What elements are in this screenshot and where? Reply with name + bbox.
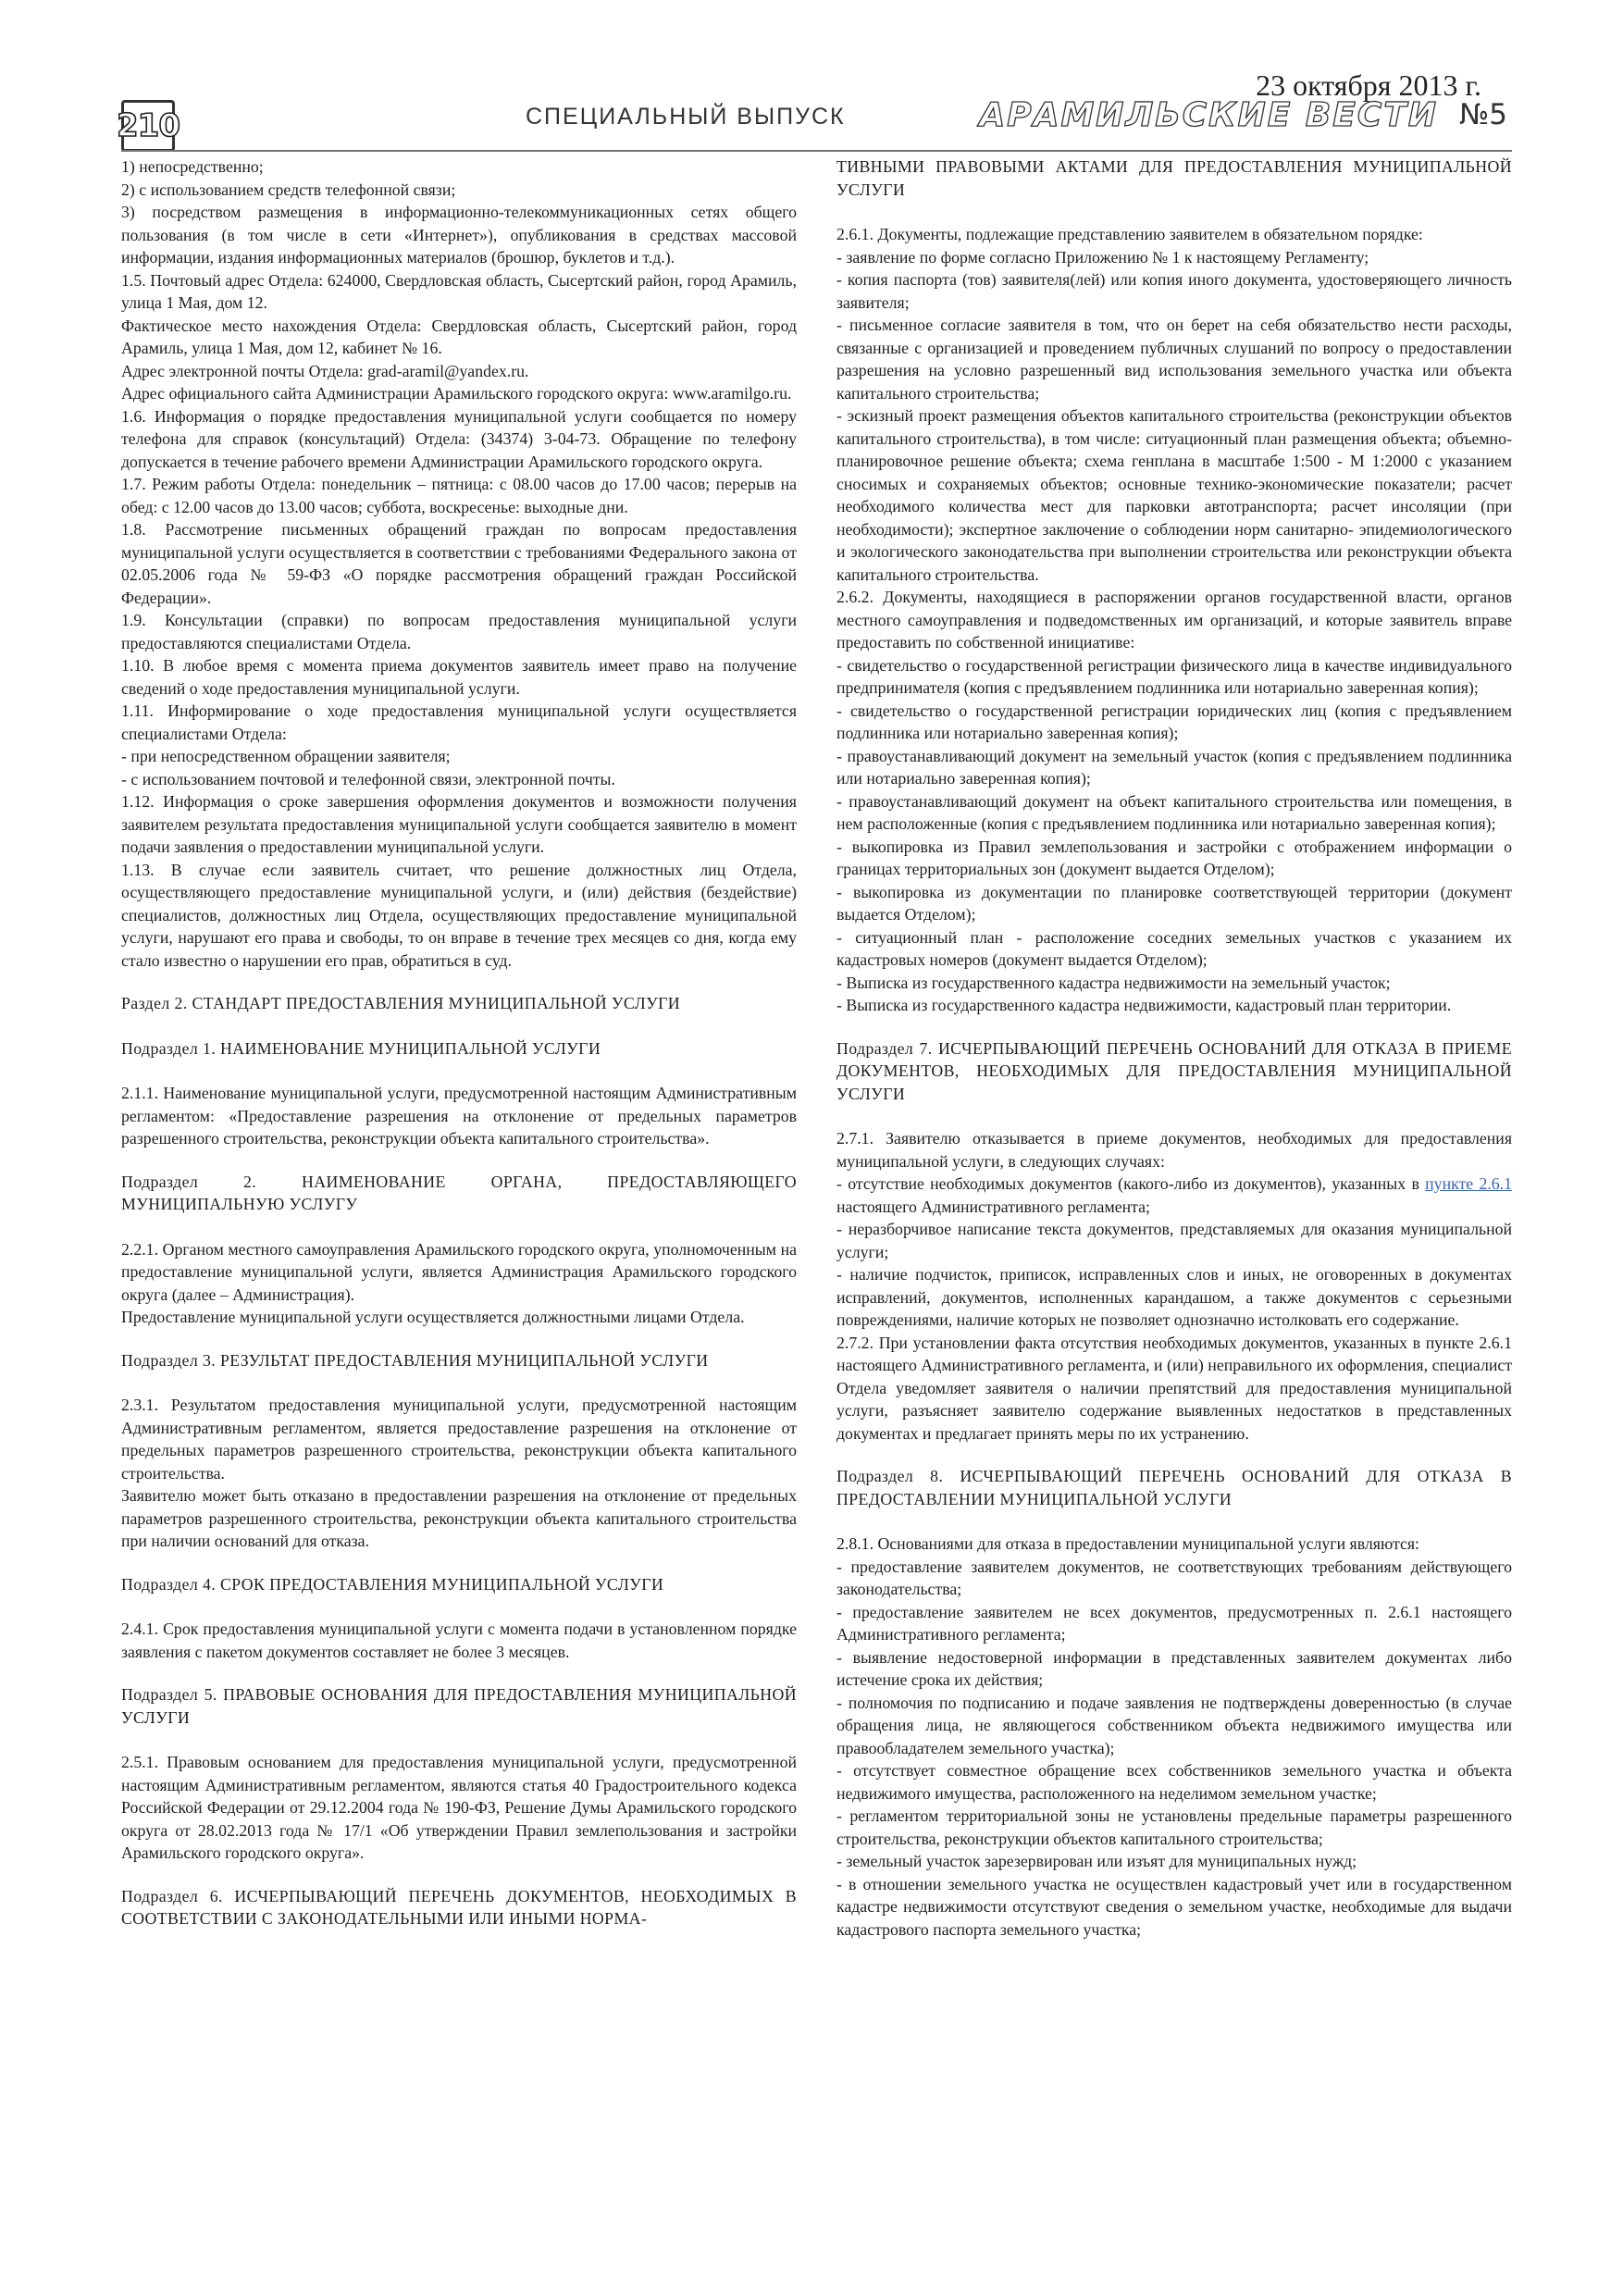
paragraph: 2.4.1. Срок предоставления муниципальной услуги с момента подачи в установленном порядке заявления с пакетом документов составляет не более 3 месяцев.	[121, 1620, 797, 1661]
paragraph: Адрес официального сайта Администрации Арамильского городского округа: www.aramilgo.ru.	[121, 384, 792, 403]
subsection-heading: Подраздел 6. ИСЧЕРПЫВАЮЩИЙ ПЕРЕЧЕНЬ ДОКУМЕНТОВ, НЕОБХОДИМЫХ В СООТВЕТСТВИИ С ЗАКОНОДАТЕЛЬНЫМИ ИЛИ ИНЫМИ НОРМА-	[121, 1886, 797, 1928]
paragraph: - письменное согласие заявителя в том, что он берет на себя обязательство нести расходы, связанные с организацией и проведением публичных слушаний по вопросу о предоставлении разрешения на условно разрешенный вид использования земельного участка или объекта капитального строительства;	[836, 316, 1512, 403]
paragraph: 2) с использованием средств телефонной связи;	[121, 180, 456, 199]
paragraph: - Выписка из государственного кадастра недвижимости на земельный участок;	[836, 973, 1391, 992]
paragraph: Предоставление муниципальной услуги осуществляется должностными лицами Отдела.	[121, 1308, 745, 1326]
right-column	[836, 155, 1512, 1941]
paragraph: 2.1.1. Наименование муниципальной услуги, предусмотренной настоящим Административным регламентом: «Предоставление разрешения на отклонение от предельных параметров разрешенного строительства, реконструкции объекта капитального строительства».	[121, 1084, 797, 1148]
subsection-heading: Подраздел 4. СРОК ПРЕДОСТАВЛЕНИЯ МУНИЦИПАЛЬНОЙ УСЛУГИ	[121, 1574, 664, 1594]
paragraph-text: - отсутствие необходимых документов (какого-либо из документов), указанных в	[836, 1174, 1426, 1193]
paragraph: - отсутствует совместное обращение всех собственников земельного участка и объекта недвижимого имущества, расположенного на неделимом земельном участке;	[836, 1761, 1512, 1803]
paragraph: - свидетельство о государственной регистрации юридических лиц (копия с предъявлением подлинника или нотариально заверенная копия);	[836, 701, 1512, 742]
paragraph: 2.6.2. Документы, находящиеся в распоряжении органов государственной власти, органов местного самоуправления и подведомственных им организаций, и которые заявитель вправе предоставить по собственной инициативе:	[836, 588, 1512, 652]
paragraph: - земельный участок зарезервирован или изъят для муниципальных нужд;	[836, 1852, 1357, 1870]
paragraph: - наличие подчисток, приписок, исправленных слов и иных, не оговоренных в документах исправлений, документов, исполненных карандашом, а также документов с серьезными повреждениями, наличие которых не позволяет однозначно истолковать его содержание.	[836, 1265, 1512, 1329]
paragraph: - неразборчивое написание текста документов, представляемых для оказания муниципальной услуги;	[836, 1220, 1512, 1261]
paragraph: - при непосредственном обращении заявителя;	[121, 747, 451, 765]
paragraph: - правоустанавливающий документ на объект капитального строительства или помещения, в нем расположенные (копия с предъявлением подлинника или нотариально заверенная копия);	[836, 791, 1512, 833]
paragraph: 2.3.1. Результатом предоставления муниципальной услуги, предусмотренной настоящим Административным регламентом, является предоставление разрешения на отклонение от предельных параметров разрешенного строительства, реконструкции объекта капитального строительства.	[121, 1396, 797, 1483]
paragraph: 1.5. Почтовый адрес Отдела: 624000, Свердловская область, Сысертский район, город Арамиль, улица 1 Мая, дом 12.	[121, 270, 797, 312]
subsection-heading: Подраздел 3. РЕЗУЛЬТАТ ПРЕДОСТАВЛЕНИЯ МУНИЦИПАЛЬНОЙ УСЛУГИ	[121, 1350, 709, 1370]
paragraph: - регламентом территориальной зоны не установлены предельные параметры разрешенного строительства, реконструкции объектов капитального строительства;	[836, 1806, 1512, 1848]
clause-link[interactable]: пункте 2.6.1	[1425, 1174, 1513, 1193]
paragraph: 2.7.1. Заявителю отказывается в приеме документов, необходимых для предоставления муниципальной услуги, в следующих случаях:	[836, 1129, 1512, 1171]
subsection-heading: Подраздел 8. ИСЧЕРПЫВАЮЩИЙ ПЕРЕЧЕНЬ ОСНОВАНИЙ ДЛЯ ОТКАЗА В ПРЕДОСТАВЛЕНИИ МУНИЦИПАЛЬНОЙ УСЛУГИ	[836, 1467, 1512, 1508]
paragraph: - выявление недостоверной информации в представленных заявителем документах либо истечение срока их действия;	[836, 1647, 1512, 1689]
subsection-heading: Подраздел 7. ИСЧЕРПЫВАЮЩИЙ ПЕРЕЧЕНЬ ОСНОВАНИЙ ДЛЯ ОТКАЗА В ПРИЕМЕ ДОКУМЕНТОВ, НЕОБХОДИМЫХ ДЛЯ ПРЕДОСТАВЛЕНИЯ МУНИЦИПАЛЬНОЙ УСЛУГИ	[836, 1038, 1512, 1103]
page-header	[0, 0, 1623, 157]
paragraph: - выкопировка из документации по планировке соответствующей территории (документ выдается Отделом);	[836, 882, 1512, 924]
paragraph: - предоставление заявителем не всех документов, предусмотренных п. 2.6.1 настоящего Административного регламента;	[836, 1602, 1512, 1644]
paragraph: 1.11. Информирование о ходе предоставления муниципальной услуги осуществляется специалистами Отдела:	[121, 701, 797, 743]
paragraph: - заявление по форме согласно Приложению № 1 к настоящему Регламенту;	[836, 247, 1369, 267]
paragraph: - с использованием почтовой и телефонной связи, электронной почты.	[121, 769, 615, 788]
paragraph: 2.6.1. Документы, подлежащие представлению заявителем в обязательном порядке:	[836, 225, 1423, 243]
paragraph: - свидетельство о государственной регистрации физического лица в качестве индивидуального предпринимателя (копия с предъявлением подлинника или нотариально заверенная копия);	[836, 655, 1512, 697]
paragraph: 1.6. Информация о порядке предоставления муниципальной услуги сообщается по номеру телефона для справок (консультаций) Отдела: (34374) 3-04-73. Обращение по телефону допускается в течение рабочего времени Администрации Арамильского городского округа.	[121, 406, 797, 471]
paragraph: 1.7. Режим работы Отдела: понедельник – пятница: с 08.00 часов до 17.00 часов; перерыв на обед: с 12.00 часов до 13.00 часов; суббота, воскресенье: выходные дни.	[121, 475, 797, 516]
paragraph: Заявителю может быть отказано в предоставлении разрешения на отклонение от предельных параметров разрешенного строительства, реконструкции объекта капитального строительства при наличии оснований для отказа.	[121, 1486, 797, 1550]
paragraph: 1.12. Информация о сроке завершения оформления документов и возможности получения заявителем результата предоставления муниципальной услуги сообщается заявителю в момент подачи заявления о предоставлении муниципальной услуги.	[121, 792, 797, 856]
paragraph: 3) посредством размещения в информационно-телекоммуникационных сетях общего пользования (в том числе в сети «Интернет»), опубликования в средствах массовой информации, издания информационных материалов (брошюр, буклетов и т.д.).	[121, 203, 797, 267]
paragraph: 2.5.1. Правовым основанием для предоставления муниципальной услуги, предусмотренной настоящим Административным регламентом, являются статья 40 Градостроительного кодекса Российской Федерации от 29.12.2004 года № 190-ФЗ, Решение Думы Арамильского городского округа от 28.02.2013 года № 17/1 «Об утверждении Правил землепользования и застройки Арамильского городского округа».	[121, 1753, 797, 1862]
paragraph: Фактическое место нахождения Отдела: Свердловская область, Сысертский район, город Арамиль, улица 1 Мая, дом 12, кабинет № 16.	[121, 316, 797, 357]
paragraph: 2.7.2. При установлении факта отсутствия необходимых документов, указанных в пункте 2.6.1 настоящего Административного регламента, и (или) неправильного их оформления, специалист Отдела уведомляет заявителя о наличии препятствий для предоставления муниципальной услуги, разъясняет заявителю содержание выявленных недостатков в представленных документах и предлагает принять меры по их устранению.	[836, 1333, 1512, 1443]
paragraph: 1.10. В любое время с момента приема документов заявитель имеет право на получение сведений о ходе предоставления муниципальной услуги.	[121, 656, 797, 698]
paragraph: - эскизный проект размещения объектов капитального строительства (реконструкции объектов капитального строительства), в том числе: ситуационный план размещения объекта; объемно-планировочное решение объекта; схема генплана в масштабе 1:500 - М 1:2000 с указанием сносимых и сохраняемых объектов; основные технико-экономические показатели; расчет необходимого количества мест для парковки автотранспорта; расчет инсоляции (при необходимости); экспертное заключение о соблюдении норм санитарно- эпидемиологического и экологического законодательства при выполнении строительства или реконструкции объекта капитального строительства.	[836, 406, 1512, 584]
paragraph: 1.13. В случае если заявитель считает, что решение должностных лиц Отдела, осуществляющего предоставление муниципальной услуги, и (или) действия (бездействие) специалистов, должностных лиц Отдела, осуществляющих предоставление муниципальной услуги, нарушают его права и свободы, то он вправе в течение трех месяцев со дня, когда ему стало известно о нарушении его прав, обратиться в суд.	[121, 860, 797, 970]
newspaper-name: АРАМИЛЬСКИЕ ВЕСТИ	[979, 96, 1438, 134]
paragraph: 2.8.1. Основаниями для отказа в предоставлении муниципальной услуги являются:	[836, 1534, 1420, 1553]
paragraph: 1) непосредственно;	[121, 157, 264, 176]
subsection-heading: Подраздел 1. НАИМЕНОВАНИЕ МУНИЦИПАЛЬНОЙ УСЛУГИ	[121, 1038, 601, 1058]
subsection-heading: Подраздел 5. ПРАВОВЫЕ ОСНОВАНИЯ ДЛЯ ПРЕДОСТАВЛЕНИЯ МУНИЦИПАЛЬНОЙ УСЛУГИ	[121, 1685, 797, 1727]
issue-number: №5	[1459, 98, 1507, 131]
paragraph	[836, 1173, 1512, 1218]
paragraph: - предоставление заявителем документов, не соответствующих требованиям действующего законодательства;	[836, 1557, 1512, 1598]
paragraph: 1.8. Рассмотрение письменных обращений граждан по вопросам предоставления муниципальной услуги осуществляется в соответствии с требованиями Федерального закона от 02.05.2006 года № 59-ФЗ «О порядке рассмотрения обращений граждан Российской Федерации».	[121, 520, 797, 607]
section-heading: Раздел 2. СТАНДАРТ ПРЕДОСТАВЛЕНИЯ МУНИЦИПАЛЬНОЙ УСЛУГИ	[121, 994, 681, 1012]
page-number: 210	[121, 100, 175, 152]
paragraph: - копия паспорта (тов) заявителя(лей) или копия иного документа, удостоверяющего личность заявителя;	[836, 270, 1512, 312]
left-column	[121, 155, 797, 1953]
paragraph: - Выписка из государственного кадастра недвижимости, кадастровый план территории.	[836, 996, 1452, 1014]
subsection-heading: Подраздел 2. НАИМЕНОВАНИЕ ОРГАНА, ПРЕДОСТАВЛЯЮЩЕГО МУНИЦИПАЛЬНУЮ УСЛУГУ	[121, 1172, 797, 1213]
paragraph: Адрес электронной почты Отдела: grad-aramil@yandex.ru.	[121, 361, 529, 380]
subsection-heading: ТИВНЫМИ ПРАВОВЫМИ АКТАМИ ДЛЯ ПРЕДОСТАВЛЕНИЯ МУНИЦИПАЛЬНОЙ УСЛУГИ	[836, 157, 1512, 199]
paragraph: - в отношении земельного участка не осуществлен кадастровый учет или в государственном кадастре недвижимости отсутствуют сведения о земельном участке, необходимые для выдачи кадастрового паспорта земельного участка;	[836, 1874, 1512, 1939]
section-title: СПЕЦИАЛЬНЫЙ ВЫПУСК	[526, 104, 846, 130]
paragraph-text: настоящего Административного регламента;	[836, 1197, 1150, 1216]
paragraph: - выкопировка из Правил землепользования и застройки с отображением информации о границах территориальных зон (документ выдается Отделом);	[836, 837, 1512, 878]
paragraph: - ситуационный план - расположение соседних земельных участков с указанием их кадастровых номеров (документ выдается Отделом);	[836, 927, 1512, 969]
issue-date: 23 октября 2013 г.	[1256, 68, 1481, 102]
header-divider	[121, 150, 1512, 152]
paragraph: 1.9. Консультации (справки) по вопросам предоставления муниципальной услуги предоставляются специалистами Отдела.	[121, 611, 797, 652]
paragraph: 2.2.1. Органом местного самоуправления Арамильского городского округа, уполномоченным на предоставление муниципальной услуги, является Администрация Арамильского городского округа (далее – Администрация).	[121, 1239, 797, 1304]
paragraph: - правоустанавливающий документ на земельный участок (копия с предъявлением подлинника или нотариально заверенная копия);	[836, 746, 1512, 788]
paragraph: - полномочия по подписанию и подаче заявления не подтверждены доверенностью (в случае обращения лица, не являющегося собственником объекта недвижимого имущества или правообладателем земельного участка);	[836, 1693, 1512, 1757]
